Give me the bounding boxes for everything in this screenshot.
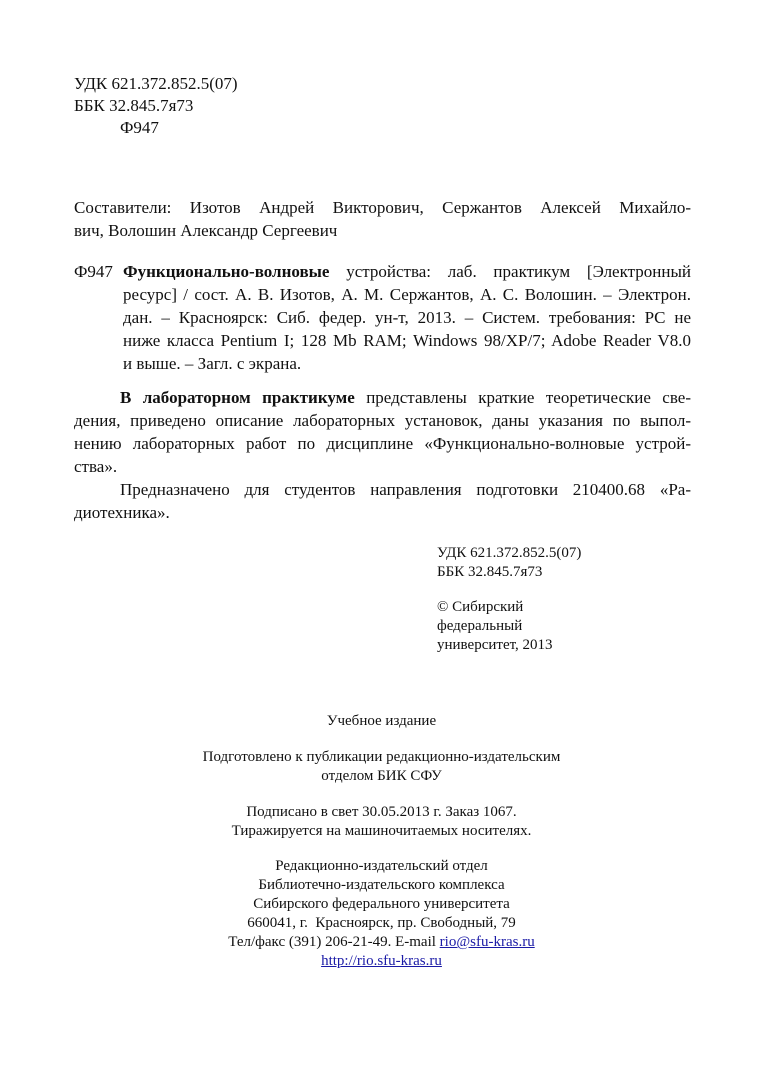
edition-type: Учебное издание: [326, 713, 437, 729]
authors-line-1: Составители: Изотов Андрей Викторович, Сержантов Алексей Михайло-: [74, 198, 691, 217]
website-line: [0, 952, 763, 971]
udk-code: УДК 621.372.852.5(07): [74, 74, 238, 93]
bib-code: Ф947: [74, 262, 113, 281]
contact-line: [0, 933, 763, 952]
bib-line-1: [123, 261, 691, 283]
dept-line-3: Сибирского федерального университета: [253, 896, 510, 912]
bib-line-4: ниже класса Pentium I; 128 Mb RAM; Windows 98/XP/7; Adobe Reader V8.0: [123, 331, 691, 350]
dept-line-1: Редакционно-издательский отдел: [275, 858, 488, 874]
email-link[interactable]: rio@sfu-kras.ru: [439, 934, 535, 950]
address-line: 660041, г. Красноярск, пр. Свободный, 79: [247, 915, 516, 931]
annotation-line-4: ства».: [74, 457, 118, 476]
right-udk: УДК 621.372.852.5(07): [437, 545, 582, 561]
bib-title: Функционально-волновые: [123, 262, 330, 281]
annotation-line-2: дения, приведено описание лабораторных установок, даны указания по выпол-: [74, 411, 691, 430]
bib-line-5: и выше. – Загл. с экрана.: [123, 354, 302, 373]
dept-line-2: Библиотечно-издательского комплекса: [258, 877, 505, 893]
bib-line-1-rest: устройства: лаб. практикум [Электронный: [329, 262, 691, 281]
annotation-line-3: нению лабораторных работ по дисциплине «Функционально-волновые устрой-: [74, 434, 691, 453]
annotation-line-1: [120, 387, 691, 409]
website-link[interactable]: http://rio.sfu-kras.ru: [321, 953, 442, 969]
purpose-line-2: диотехника».: [74, 503, 170, 522]
prepared-line-1: Подготовлено к публикации редакционно-издательским: [202, 749, 561, 765]
signed-line: Подписано в свет 30.05.2013 г. Заказ 1067.: [246, 804, 517, 820]
authors-line-2: вич, Волошин Александр Сергеевич: [74, 221, 338, 240]
bbk-code: ББК 32.845.7я73: [74, 96, 194, 115]
annotation-bold-lead: В лабораторном практикуме: [120, 388, 355, 407]
phone-text: Тел/факс (391) 206-21-49. E-mail: [228, 934, 440, 950]
bib-line-3: дан. – Красноярск: Сиб. федер. ун-т, 2013. – Систем. требования: PC не: [123, 308, 691, 327]
copyright-line-2: федеральный: [437, 618, 523, 634]
copies-line: Тиражируется на машиночитаемых носителях.: [231, 823, 532, 839]
copyright-line-3: университет, 2013: [437, 637, 553, 653]
copyright-line-1: © Сибирский: [437, 599, 524, 615]
bib-line-2: ресурс] / сост. А. В. Изотов, А. М. Сержантов, А. С. Волошин. – Электрон.: [123, 285, 691, 304]
author-mark: Ф947: [120, 118, 159, 137]
prepared-line-2: отделом БИК СФУ: [321, 768, 442, 784]
purpose-line-1: Предназначено для студентов направления подготовки 210400.68 «Ра-: [120, 480, 691, 499]
right-bbk: ББК 32.845.7я73: [437, 564, 543, 580]
annotation-line-1-rest: представлены краткие теоретические све-: [354, 388, 691, 407]
